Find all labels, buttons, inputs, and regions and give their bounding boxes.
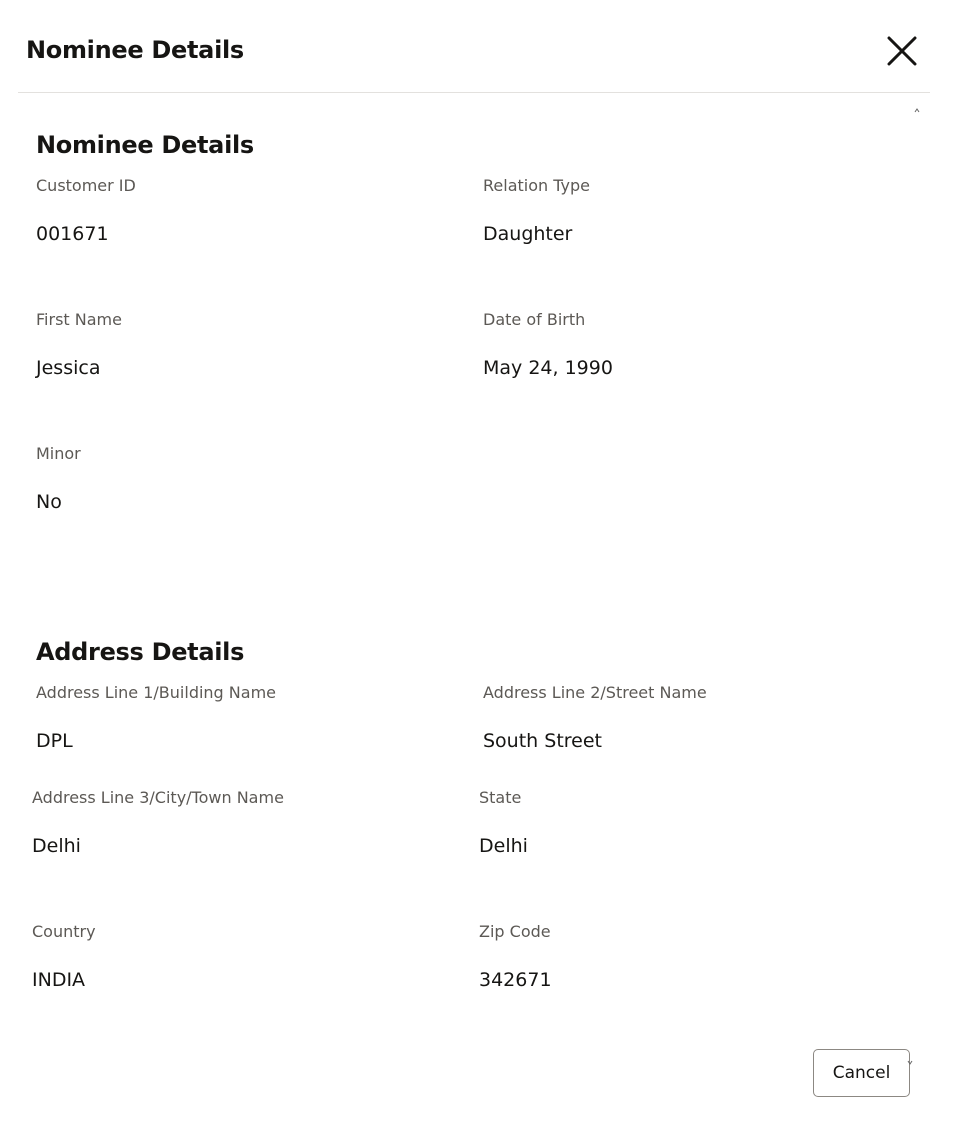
country-label: Country bbox=[32, 922, 96, 941]
scroll-down-caret-icon[interactable] bbox=[905, 1058, 915, 1068]
date-of-birth-label: Date of Birth bbox=[483, 310, 586, 329]
address-section-title: Address Details bbox=[36, 638, 245, 666]
relation-type-label: Relation Type bbox=[483, 176, 590, 195]
customer-id-value: 001671 bbox=[36, 223, 109, 245]
header-divider bbox=[18, 92, 930, 93]
zip-code-label: Zip Code bbox=[479, 922, 551, 941]
address-line1-label: Address Line 1/Building Name bbox=[36, 683, 276, 702]
scroll-up-caret-icon[interactable] bbox=[913, 106, 921, 114]
date-of-birth-value: May 24, 1990 bbox=[483, 357, 613, 379]
minor-label: Minor bbox=[36, 444, 81, 463]
address-line1-value: DPL bbox=[36, 730, 73, 752]
dialog-title: Nominee Details bbox=[26, 36, 244, 64]
address-line3-value: Delhi bbox=[32, 835, 81, 857]
customer-id-label: Customer ID bbox=[36, 176, 136, 195]
country-value: INDIA bbox=[32, 969, 86, 991]
first-name-label: First Name bbox=[36, 310, 122, 329]
relation-type-value: Daughter bbox=[483, 223, 573, 245]
state-label: State bbox=[479, 788, 522, 807]
address-line2-label: Address Line 2/Street Name bbox=[483, 683, 707, 702]
first-name-value: Jessica bbox=[36, 357, 101, 379]
zip-code-value: 342671 bbox=[479, 969, 552, 991]
address-line2-value: South Street bbox=[483, 730, 602, 752]
minor-value: No bbox=[36, 491, 62, 513]
address-line3-label: Address Line 3/City/Town Name bbox=[32, 788, 284, 807]
close-button[interactable] bbox=[880, 30, 924, 72]
close-icon bbox=[886, 35, 918, 67]
state-value: Delhi bbox=[479, 835, 528, 857]
nominee-section-title: Nominee Details bbox=[36, 131, 254, 159]
cancel-button[interactable]: Cancel bbox=[813, 1049, 910, 1097]
